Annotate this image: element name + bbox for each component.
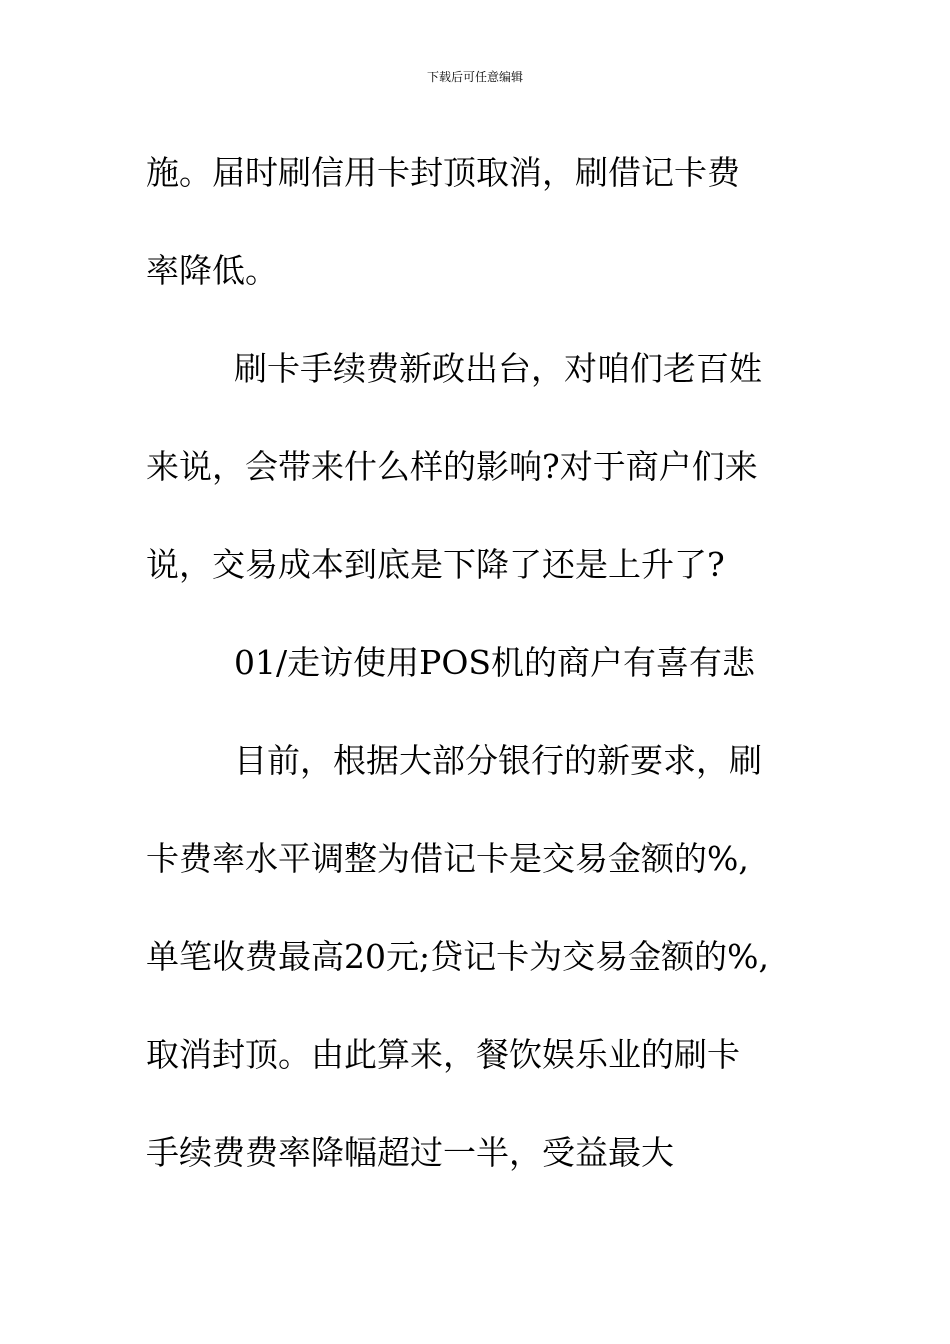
text-line-3: 刷卡手续费新政出台，对咱们老百姓 [234,349,762,388]
text-line-8: 卡费率水平调整为借记卡是交易金额的%, [146,839,749,878]
text-line-9: 单笔收费最高20元;贷记卡为交易金额的%, [146,937,769,976]
text-line-4: 来说，会带来什么样的影响?对于商户们来 [146,447,758,486]
text-line-7: 目前，根据大部分银行的新要求，刷 [234,741,762,780]
section-heading: 01/走访使用POS机的商户有喜有悲 [234,643,755,682]
text-line-5: 说，交易成本到底是下降了还是上升了? [146,545,725,584]
header-note: 下载后可任意编辑 [426,70,523,84]
body-text [146,124,816,1202]
text-line-1: 施。届时刷信用卡封顶取消，刷借记卡费 [146,153,740,192]
text-line-11: 手续费费率降幅超过一半，受益最大 [146,1133,674,1172]
text-line-10: 取消封顶。由此算来，餐饮娱乐业的刷卡 [146,1035,740,1074]
text-line-2: 率降低。 [146,251,278,290]
